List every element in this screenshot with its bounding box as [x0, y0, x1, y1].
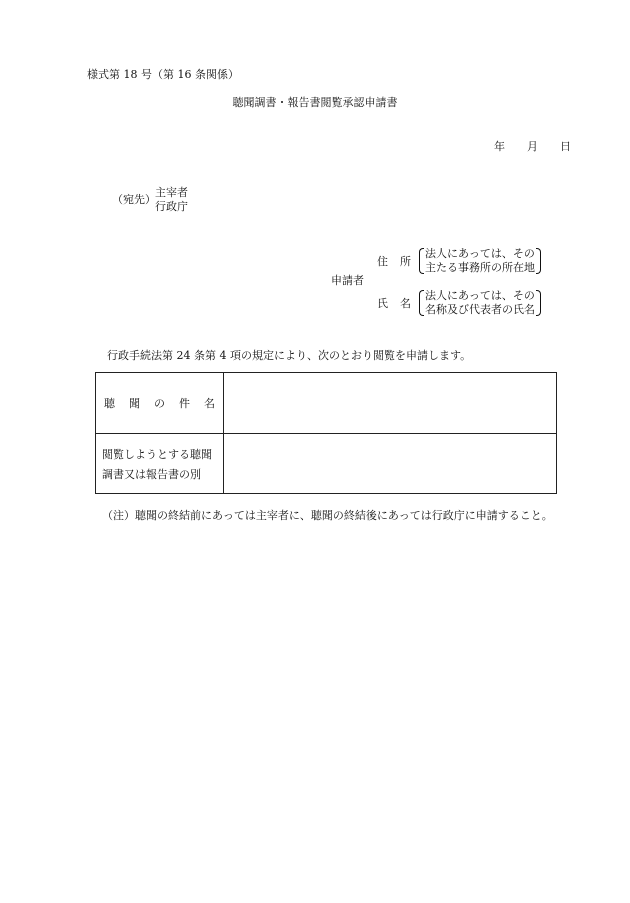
address-note-line-2: 主たる事務所の所在地 — [425, 261, 535, 274]
name-label-char-1: 氏 — [377, 297, 388, 310]
record-type-label-line-2: 調書又は報告書の別 — [102, 468, 201, 481]
record-type-label-cell — [96, 434, 224, 493]
record-type-label-line-1: 閲覧しようとする聴聞 — [102, 448, 212, 461]
table-row-record-type — [96, 434, 556, 493]
addressee-list — [155, 186, 188, 214]
table-row-case-name — [96, 373, 556, 434]
applicant-label: 申請者 — [331, 274, 364, 287]
addressee-label: （宛先） — [112, 193, 156, 206]
name-label-char-2: 名 — [400, 297, 411, 310]
name-label — [377, 297, 411, 310]
case-label-char: 聴 — [104, 397, 115, 410]
name-note-line-1: 法人にあっては、その — [425, 289, 535, 302]
name-note — [419, 289, 541, 317]
case-label-char: 聞 — [129, 397, 140, 410]
date-year: 年 — [494, 140, 505, 153]
case-name-label — [104, 395, 215, 411]
application-table — [95, 372, 557, 494]
address-label-char-2: 所 — [400, 255, 411, 268]
address-label — [377, 255, 411, 268]
footnote: （注）聴聞の終結前にあっては主宰者に、聴聞の終結後にあっては行政庁に申請すること。 — [102, 509, 553, 522]
address-label-char-1: 住 — [377, 255, 388, 268]
case-name-label-cell — [96, 373, 224, 433]
record-type-label — [102, 445, 212, 485]
address-note-line-1: 法人にあっては、その — [425, 247, 535, 260]
case-label-char: 名 — [204, 397, 215, 410]
name-note-line-2: 名称及び代表者の氏名 — [425, 303, 535, 316]
address-note — [419, 247, 541, 275]
document-title: 聴聞調書・報告書閲覧承認申請書 — [232, 96, 398, 109]
form-number: 様式第 18 号（第 16 条関係） — [87, 68, 239, 81]
addressee-administrative-agency: 行政庁 — [155, 200, 188, 213]
case-label-char: 件 — [179, 397, 190, 410]
addressee-presiding-officer: 主宰者 — [155, 186, 188, 199]
date-line — [494, 140, 571, 153]
date-day: 日 — [560, 140, 571, 153]
date-month: 月 — [527, 140, 538, 153]
application-statement: 行政手続法第 24 条第 4 項の規定により、次のとおり閲覧を申請します。 — [107, 349, 472, 362]
case-name-value-cell[interactable] — [225, 373, 556, 433]
record-type-value-cell[interactable] — [225, 434, 556, 493]
case-label-char: の — [154, 397, 165, 410]
